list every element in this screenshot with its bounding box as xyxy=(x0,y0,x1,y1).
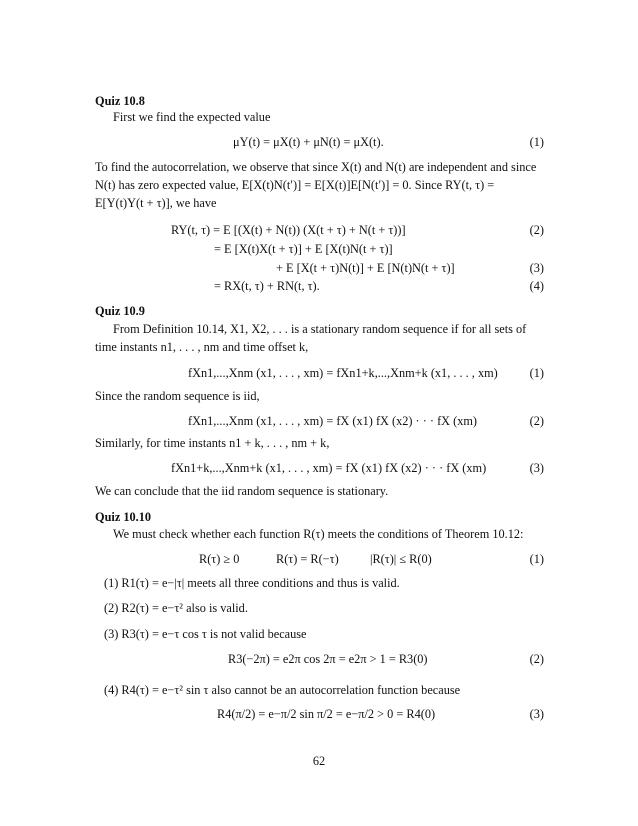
quiz-10-10-condition-3: |R(τ)| ≤ R(0) xyxy=(370,552,432,566)
quiz-10-8-para-line3: E[Y(t)Y(t + τ)], we have xyxy=(95,196,217,210)
quiz-10-9-eq1-number: (1) xyxy=(529,366,544,380)
quiz-10-8-r-line1-number: (2) xyxy=(529,223,544,237)
quiz-10-9-para-line3: Since the random sequence is iid, xyxy=(95,389,260,403)
quiz-10-8-eq1-number: (1) xyxy=(529,135,544,149)
quiz-10-8-intro: First we find the expected value xyxy=(113,110,271,124)
quiz-10-9-heading: Quiz 10.9 xyxy=(95,304,145,318)
quiz-10-8-r-line3: + E [X(t + τ)N(t)] + E [N(t)N(t + τ)] xyxy=(276,261,455,275)
quiz-10-8-r-line1: RY(t, τ) = E [(X(t) + N(t)) (X(t + τ) + N(t + τ))] xyxy=(171,223,406,237)
quiz-10-10-eq2-number: (2) xyxy=(529,652,544,666)
quiz-10-9-para-line4: Similarly, for time instants n1 + k, . . . , nm + k, xyxy=(95,436,330,450)
quiz-10-10-item-3: (3) R3(τ) = e−τ cos τ is not valid because xyxy=(104,627,307,641)
quiz-10-8-heading: Quiz 10.8 xyxy=(95,94,145,108)
quiz-10-9-eq2: fXn1,...,Xnm (x1, . . . , xm) = fX (x1) fX (x2) · · · fX (xm) xyxy=(188,414,478,428)
quiz-10-10-heading: Quiz 10.10 xyxy=(95,510,152,524)
quiz-10-8-para-line1: To find the autocorrelation, we observe that since X(t) and N(t) are independent and since xyxy=(95,160,537,174)
quiz-10-8-r-line4-number: (4) xyxy=(529,279,544,293)
quiz-10-10-item-2: (2) R2(τ) = e−τ² also is valid. xyxy=(104,601,248,615)
quiz-10-9-conclusion: We can conclude that the iid random sequence is stationary. xyxy=(95,484,389,498)
quiz-10-10-item-1: (1) R1(τ) = e−|τ| meets all three conditions and thus is valid. xyxy=(104,576,400,590)
page-number: 62 xyxy=(312,754,326,768)
quiz-10-10-item-4: (4) R4(τ) = e−τ² sin τ also cannot be an autocorrelation function because xyxy=(104,683,461,697)
quiz-10-10-eq3: R4(π/2) = e−π/2 sin π/2 = e−π/2 > 0 = R4(0) xyxy=(217,707,436,721)
quiz-10-10-condition-1: R(τ) ≥ 0 xyxy=(199,552,240,566)
quiz-10-10-condition-2: R(τ) = R(−τ) xyxy=(276,552,339,566)
quiz-10-9-para-line2: time instants n1, . . . , nm and time offset k, xyxy=(95,340,309,354)
quiz-10-8-para-line2: N(t) has zero expected value, E[X(t)N(t′)] = E[X(t)]E[N(t′)] = 0. Since RY(t, τ) = xyxy=(95,178,495,192)
quiz-10-9-eq3: fXn1+k,...,Xnm+k (x1, . . . , xm) = fX (x1) fX (x2) · · · fX (xm) xyxy=(171,461,487,475)
quiz-10-9-eq3-number: (3) xyxy=(529,461,544,475)
quiz-10-9-eq1: fXn1,...,Xnm (x1, . . . , xm) = fXn1+k,...,Xnm+k (x1, . . . , xm) xyxy=(188,366,498,380)
quiz-10-8-r-line4: = RX(t, τ) + RN(t, τ). xyxy=(214,279,320,293)
quiz-10-8-r-line2: = E [X(t)X(t + τ)] + E [X(t)N(t + τ)] xyxy=(214,242,393,256)
quiz-10-10-eq3-number: (3) xyxy=(529,707,544,721)
quiz-10-8-r-line3-number: (3) xyxy=(529,261,544,275)
quiz-10-8-eq1: μY(t) = μX(t) + μN(t) = μX(t). xyxy=(233,135,384,149)
quiz-10-10-eq1-number: (1) xyxy=(529,552,544,566)
quiz-10-10-intro: We must check whether each function R(τ) meets the conditions of Theorem 10.12: xyxy=(113,527,524,541)
quiz-10-10-eq2: R3(−2π) = e2π cos 2π = e2π > 1 = R3(0) xyxy=(228,652,428,666)
quiz-10-9-eq2-number: (2) xyxy=(529,414,544,428)
quiz-10-9-para-line1: From Definition 10.14, X1, X2, . . . is a stationary random sequence if for all sets of xyxy=(113,322,527,336)
